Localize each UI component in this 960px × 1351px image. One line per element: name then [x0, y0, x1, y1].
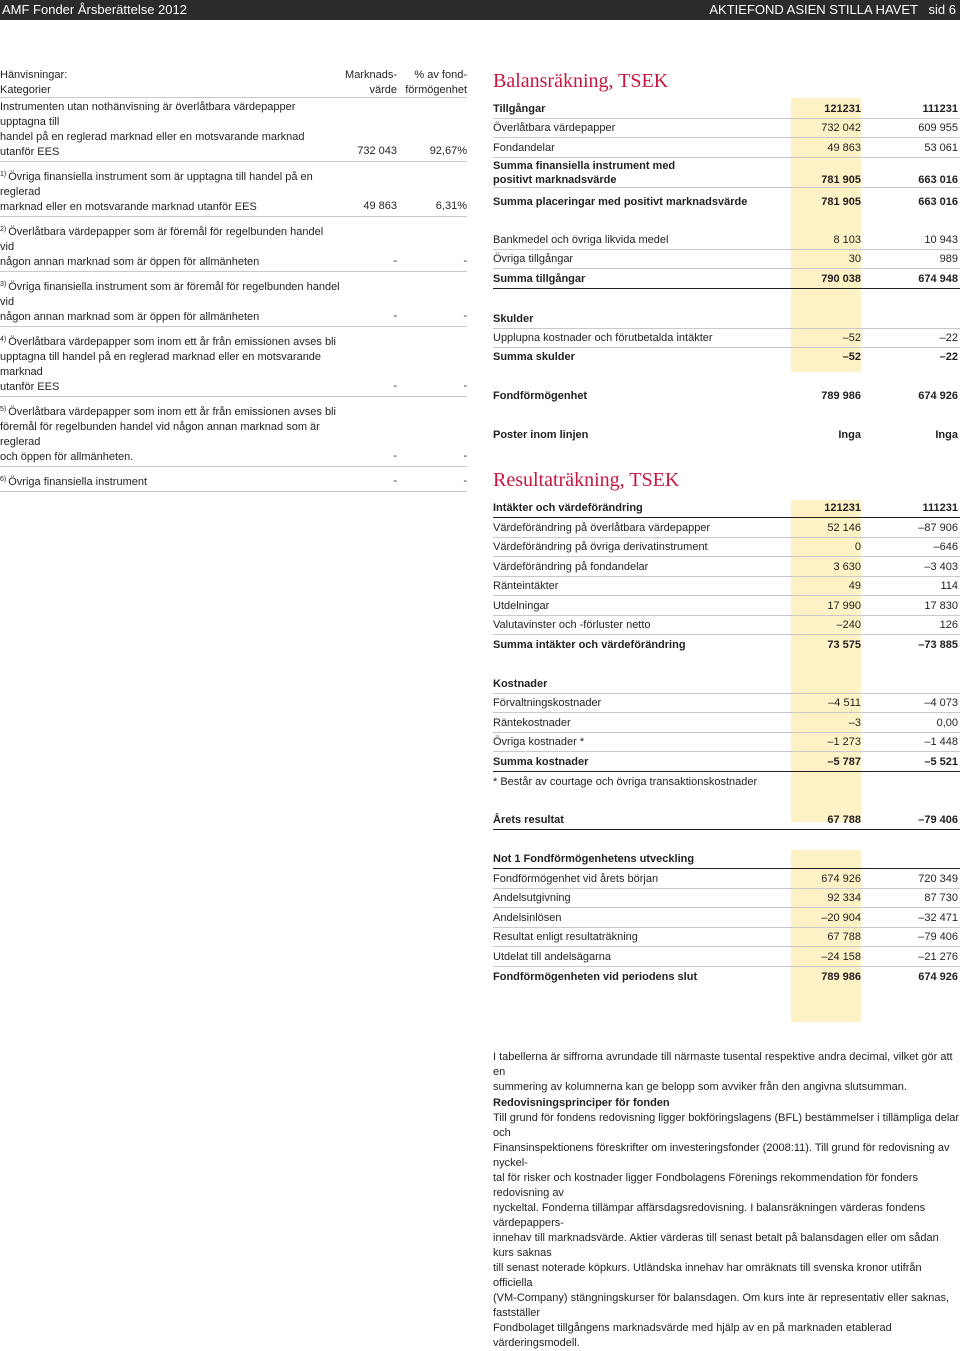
note1-row: [493, 850, 960, 869]
value-2012: 3 630: [833, 561, 861, 573]
balance-row: [493, 426, 960, 445]
row-label: Summa intäkter och värdeförändring: [493, 639, 686, 651]
principles-body: Till grund för fondens redovisning ligger bokföringslagens (BFL) bestämmelser i tillämpliga delar och Finansinspektionens föreskrifter om investeringsfonder (2008:11). Till grund för redovisning av nyckel- tal för risker och kostnader ligger Fondbolagens Förenings rekommendation för fonders redovisning av nyckeltal. Fonderna tillämpar affärsdagsredovisning. I balansräkningen värderas fondens värdepappers- innehav till marknadsvärde. Aktier värderas till senast betalt på balansdagen eller om sådan kurs saknas till senast noterade köpkurs. Utländska innehav har omräknats till svenska kronor utifrån officiella (VM-Company) stängningskurser för balansdagen. Om kurs inte är representativ eller saknas, fastställer Fondbolaget tillgångens marknadsvärde med hjälp av en på marknaden etablerad värderingsmodell.: [493, 1112, 960, 1349]
reference-pct: -: [463, 380, 467, 392]
value-2012: 92 334: [827, 892, 861, 904]
value-2011: –646: [933, 541, 958, 553]
row-label: Fondandelar: [493, 142, 555, 154]
value-2012: 73 575: [827, 639, 861, 651]
value-2011: 720 349: [918, 873, 958, 885]
reference-value: -: [393, 310, 397, 322]
value-2012: 49: [848, 580, 861, 592]
row-label: Intäkter och värdeförändring: [493, 502, 643, 514]
reference-pct: 92,67%: [429, 145, 467, 157]
row-label: Räntekostnader: [493, 717, 571, 729]
value-2011: 674 948: [918, 273, 958, 285]
row-label: Summa placeringar med positivt marknadsvärde: [493, 196, 748, 208]
value-2011: –5 521: [924, 756, 958, 768]
value-2012: Inga: [838, 429, 861, 441]
value-2011: –79 406: [918, 931, 958, 943]
balance-row: [493, 329, 960, 348]
reference-value: -: [393, 475, 397, 487]
value-2012: –1 273: [827, 736, 861, 748]
row-label: Kostnader: [493, 678, 548, 690]
value-2012: –3: [848, 717, 861, 729]
income-row: [493, 597, 960, 616]
income-row: [493, 753, 960, 772]
row-label: Summa finansiella instrument med positivt marknadsvärde: [493, 160, 676, 186]
reference-text: Övriga finansiella instrument: [8, 476, 148, 488]
value-2012: –240: [836, 619, 861, 631]
col-market-value: Marknads- värde: [345, 69, 397, 96]
accounting-principles: [493, 1096, 960, 1351]
value-2012: 0: [854, 541, 861, 553]
income-row: [493, 636, 960, 655]
income-row: [493, 675, 960, 694]
value-2012: –24 158: [821, 951, 861, 963]
balance-row: [493, 100, 960, 119]
value-2011: –3 403: [924, 561, 958, 573]
value-2011: 10 943: [924, 234, 958, 246]
value-2011: 663 016: [918, 196, 958, 208]
references-table: [0, 68, 467, 492]
value-2011: –32 471: [918, 912, 958, 924]
rounding-text: I tabellerna är siffrorna avrundade till närmaste tusental respektive andra decimal, vilket gör att en summering av kolumnerna kan ge belopp som avviker från den angivna slutsumman.: [493, 1051, 953, 1093]
footnote-marker: 5): [0, 406, 7, 413]
value-2012: 732 042: [821, 122, 861, 134]
value-2011: Inga: [935, 429, 958, 441]
value-2012: 49 863: [827, 142, 861, 154]
col-percent: % av fond- förmögenhet: [405, 69, 467, 96]
balance-row: [493, 348, 960, 367]
references-header: [0, 68, 467, 98]
income-row: [493, 773, 960, 792]
value-2011: 663 016: [918, 174, 958, 186]
income-row: [493, 694, 960, 713]
reference-value: 732 043: [357, 145, 397, 157]
value-2012: 790 038: [821, 273, 861, 285]
reference-pct: -: [463, 450, 467, 462]
balance-row: [493, 139, 960, 158]
value-2012: 52 146: [827, 522, 861, 534]
reference-value: -: [393, 255, 397, 267]
reference-text: Övriga finansiella instrument som är föremål för regelbunden handel vid någon annan marknad som är öppen för allmänheten: [0, 281, 340, 323]
value-2012: 121231: [824, 502, 861, 514]
reference-pct: 6,31%: [435, 200, 467, 212]
reference-row: [0, 217, 467, 272]
reference-pct: -: [463, 475, 467, 487]
value-2011: –4 073: [924, 697, 958, 709]
value-2012: 674 926: [821, 873, 861, 885]
row-label: * Består av courtage och övriga transaktionskostnader: [493, 776, 758, 788]
reference-text: Överlåtbara värdepapper som inom ett år från emissionen avses bli upptagna till handel på en reglerad marknad eller en motsvarande marknad utanför EES: [0, 336, 336, 393]
value-2012: 781 905: [821, 174, 861, 186]
value-2011: –87 906: [918, 522, 958, 534]
value-2011: 111231: [922, 103, 958, 115]
value-2011: 126: [939, 619, 958, 631]
row-label: Värdeförändring på fondandelar: [493, 561, 649, 573]
value-2012: –52: [842, 332, 861, 344]
income-row: [493, 616, 960, 635]
rounding-note: [493, 1050, 960, 1095]
row-label: Andelsutgivning: [493, 892, 571, 904]
row-label: Förvaltningskostnader: [493, 697, 602, 709]
value-2011: 17 830: [924, 600, 958, 612]
value-2012: 17 990: [827, 600, 861, 612]
reference-text: Instrumenten utan nothänvisning är överlåtbara värdepapper upptagna till handel på en reglerad marknad eller en motsvarande marknad utanför EES: [0, 101, 305, 158]
fund-name-page: AKTIEFOND ASIEN STILLA HAVET sid 6: [709, 2, 956, 17]
col-categories: Hänvisningar: Kategorier: [0, 69, 68, 96]
balance-row: [493, 231, 960, 250]
page-header: [0, 0, 960, 20]
value-2011: –1 448: [924, 736, 958, 748]
reference-pct: -: [463, 310, 467, 322]
value-2012: 789 986: [821, 971, 861, 983]
balance-row: [493, 387, 960, 406]
row-label: Ränteintäkter: [493, 580, 559, 592]
balance-row: [493, 158, 960, 188]
row-label: Fondförmögenheten vid periodens slut: [493, 971, 698, 983]
value-2012: 8 103: [833, 234, 861, 246]
row-label: Summa skulder: [493, 351, 575, 363]
row-label: Värdeförändring på övriga derivatinstrument: [493, 541, 708, 553]
row-label: Bankmedel och övriga likvida medel: [493, 234, 669, 246]
reference-value: -: [393, 450, 397, 462]
value-2012: 30: [848, 253, 861, 265]
reference-text: Överlåtbara värdepapper som inom ett år från emissionen avses bli föremål för regelbunden handel vid någon annan marknad som är reglerad och öppen för allmänheten.: [0, 406, 336, 463]
report-title: AMF Fonder Årsberättelse 2012: [2, 2, 187, 17]
footnote-marker: 3): [0, 281, 7, 288]
income-row: [493, 499, 960, 518]
reference-row: [0, 272, 467, 327]
note1-row: [493, 968, 960, 987]
footnote-marker: 6): [0, 476, 7, 483]
principles-title: Redovisningsprinciper för fonden: [493, 1097, 670, 1109]
reference-row: [0, 162, 467, 217]
value-2012: 121231: [824, 103, 861, 115]
balance-row: [493, 270, 960, 289]
row-label: Utdelningar: [493, 600, 550, 612]
value-2011: –21 276: [918, 951, 958, 963]
value-2011: –22: [939, 351, 958, 363]
balance-row: [493, 310, 960, 329]
footnote-marker: 4): [0, 336, 7, 343]
value-2012: –4 511: [828, 697, 861, 709]
income-row: [493, 811, 960, 830]
balance-row: [493, 250, 960, 269]
value-2012: 781 905: [821, 196, 861, 208]
row-label: Skulder: [493, 313, 534, 325]
value-2012: 67 788: [827, 931, 861, 943]
reference-pct: -: [463, 255, 467, 267]
row-label: Övriga kostnader *: [493, 736, 585, 748]
income-row: [493, 714, 960, 733]
reference-value: 49 863: [363, 200, 397, 212]
row-label: Valutavinster och -förluster netto: [493, 619, 651, 631]
value-2011: –79 406: [918, 814, 958, 826]
income-statement-title: Resultaträkning, TSEK: [493, 469, 680, 491]
row-label: Fondförmögenhet vid årets början: [493, 873, 659, 885]
value-2012: –5 787: [827, 756, 861, 768]
reference-text: Överlåtbara värdepapper som är föremål för regelbunden handel vid någon annan marknad som är öppen för allmänheten: [0, 226, 324, 268]
reference-row: [0, 98, 467, 162]
value-2011: 111231: [922, 502, 958, 514]
row-label: Summa tillgångar: [493, 273, 586, 285]
value-2012: 67 788: [827, 814, 861, 826]
income-row: [493, 519, 960, 538]
income-row: [493, 538, 960, 557]
row-label: Upplupna kostnader och förutbetalda intäkter: [493, 332, 713, 344]
note1-row: [493, 928, 960, 947]
footnote-marker: 1): [0, 171, 7, 178]
value-2011: 609 955: [918, 122, 958, 134]
note1-row: [493, 889, 960, 908]
value-2012: –52: [842, 351, 861, 363]
income-row: [493, 577, 960, 596]
reference-text: Övriga finansiella instrument som är upptagna till handel på en reglerad marknad eller en motsvarande marknad utanför EES: [0, 171, 313, 213]
row-label: Not 1 Fondförmögenhetens utveckling: [493, 853, 695, 865]
value-2012: 789 986: [821, 390, 861, 402]
note1-row: [493, 909, 960, 928]
row-label: Tillgångar: [493, 103, 546, 115]
value-2011: 87 730: [924, 892, 958, 904]
value-2011: 989: [939, 253, 958, 265]
note1-row: [493, 870, 960, 889]
row-label: Övriga tillgångar: [493, 253, 574, 265]
reference-row: [0, 467, 467, 492]
value-2012: –20 904: [821, 912, 861, 924]
footnote-marker: 2): [0, 226, 7, 233]
row-label: Utdelat till andelsägarna: [493, 951, 612, 963]
row-label: Poster inom linjen: [493, 429, 589, 441]
income-row: [493, 733, 960, 752]
row-label: Summa kostnader: [493, 756, 589, 768]
balance-row: [493, 193, 960, 212]
reference-row: [0, 327, 467, 397]
balance-row: [493, 119, 960, 138]
row-label: Värdeförändring på överlåtbara värdepapper: [493, 522, 711, 534]
value-2011: –22: [939, 332, 958, 344]
row-label: Årets resultat: [493, 814, 564, 826]
value-2011: –73 885: [918, 639, 958, 651]
row-label: Överlåtbara värdepapper: [493, 122, 616, 134]
value-2011: 53 061: [924, 142, 958, 154]
value-2011: 674 926: [918, 971, 958, 983]
value-2011: 114: [940, 580, 958, 592]
row-label: Andelsinlösen: [493, 912, 562, 924]
reference-row: [0, 397, 467, 467]
value-2011: 0,00: [936, 717, 958, 729]
row-label: Fondförmögenhet: [493, 390, 588, 402]
row-label: Resultat enligt resultaträkning: [493, 931, 638, 943]
income-row: [493, 558, 960, 577]
reference-value: -: [393, 380, 397, 392]
note1-row: [493, 948, 960, 967]
value-2011: 674 926: [918, 390, 958, 402]
balance-sheet-title: Balansräkning, TSEK: [493, 70, 669, 92]
